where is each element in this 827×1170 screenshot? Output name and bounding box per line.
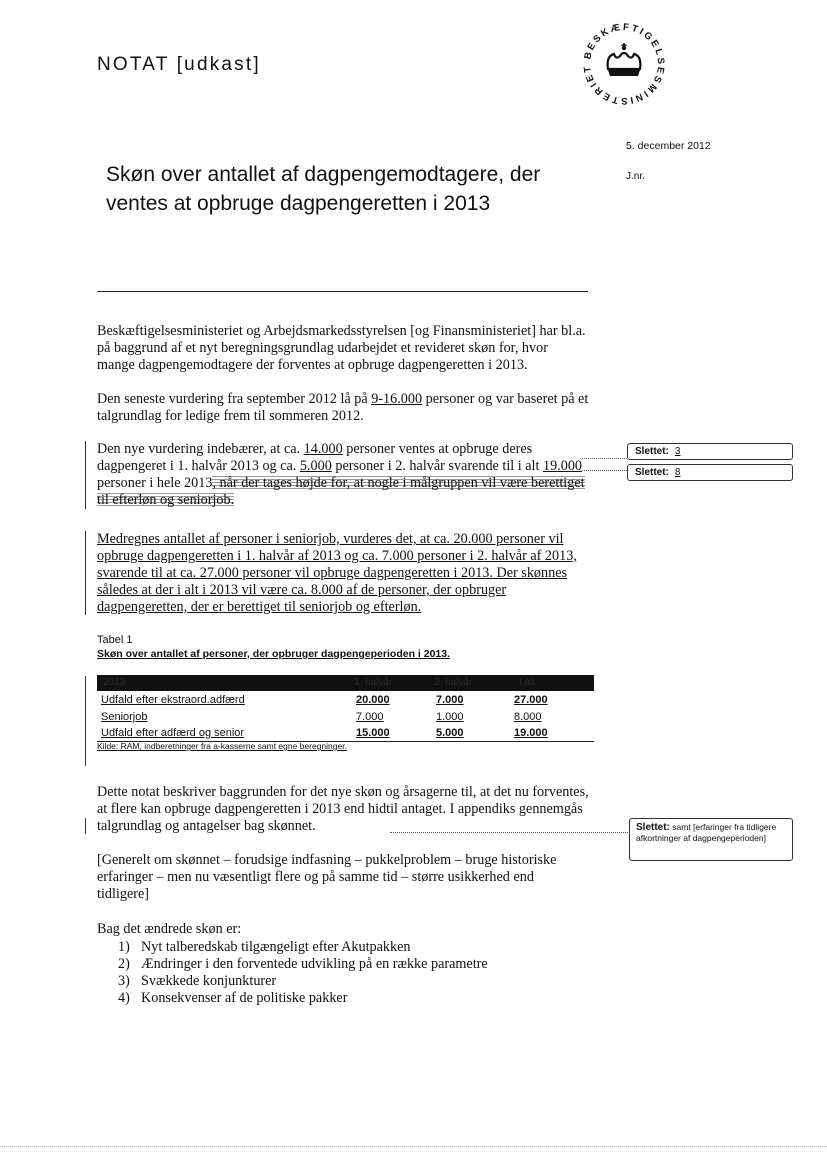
table-header-cell: 1. halvår	[354, 677, 393, 688]
change-bar	[85, 818, 86, 834]
change-bar	[85, 531, 86, 615]
table-header-cell: 2013	[103, 677, 126, 688]
list-item: 3) Svækkede konjunkturer	[118, 973, 277, 989]
inserted-text: 14.000	[303, 441, 343, 457]
reasons-list	[118, 939, 488, 1007]
table-cell: 5.000	[436, 727, 464, 739]
table-cell: 7.000	[356, 711, 384, 723]
ministry-logo	[578, 16, 670, 112]
paragraph-general: [Generelt om skønnet – forudsige indfasning – pukkelproblem – bruge historiske erfaringer – men nu væsentligt flere og på samme tid – større usikkerhed end tidligere]	[97, 852, 557, 902]
table-title: Skøn over antallet af personer, der opbruger dagpengeperioden i 2013.	[97, 648, 451, 660]
table-row-label: Seniorjob	[101, 711, 148, 723]
comment-leader	[582, 470, 627, 471]
paragraph-new-estimate: Den nye vurdering indebærer, at ca. 14.000 personer ventes at opbruge deres dagpengeret i 1. halvår 2013 og ca. 5.000 personer i 2. halvår svarende til i alt 19.000 personer i hele 2013, når der tages højde for, at nogle i målgruppen vil være berettiget til efterløn og seniorjob.	[97, 441, 585, 508]
page-footer-line	[0, 1146, 827, 1147]
table-header-cell: I alt	[519, 677, 536, 688]
paragraph-intro: Beskæftigelsesministeriet og Arbejdsmarkedsstyrelsen [og Finansministeriet] har bl.a. på baggrund af et nyt beregningsgrundlag udarbejdet et revideret skøn for, hvor mange dagpengemodtagere der forventes at opbruge dagpengeretten i 2013.	[97, 323, 586, 373]
document-date: 5. december 2012	[626, 140, 711, 152]
list-item: 4) Konsekvenser af de politiske pakker	[118, 990, 348, 1006]
table-cell: 20.000	[356, 694, 390, 706]
paragraph-purpose: Dette notat beskriver baggrunden for det nye skøn og årsagerne til, at det nu forventes, at flere kan opbruge dagpengeretten i 2013 end hidtil antaget. I appendiks gennemgås talgrundlag og antagelser bag skønnet.	[97, 784, 589, 834]
list-item: 1) Nyt talberedskab tilgængeligt efter Akutpakken	[118, 939, 411, 955]
table-header-cell: 2. halvår	[434, 677, 473, 688]
paragraph-previous-estimate: Den seneste vurdering fra september 2012 lå på 9-16.000 personer og var baseret på et talgrundlag for ledige frem til sommeren 2012.	[97, 391, 589, 424]
document-type: NOTAT [udkast]	[97, 54, 261, 75]
comment-balloon-deleted[interactable]: Slettet: 3	[627, 443, 793, 460]
change-bar	[85, 441, 86, 509]
table-source: Kilde: RAM, indberetninger fra a-kasserne samt egne beregninger.	[97, 741, 347, 751]
list-item: 2) Ændringer i den forventede udvikling på en række parametre	[118, 956, 488, 972]
svg-text:BESKÆFTIGELSESMINISTERIET: BESKÆFTIGELSESMINISTERIET	[581, 21, 667, 107]
paragraph-seniorjob: Medregnes antallet af personer i seniorjob, vurderes det, at ca. 20.000 personer vil opbruge dagpengeretten i 1. halvår af 2013 og ca. 7.000 personer i 2. halvår af 2013, svarende til at ca. 27.000 personer vil opbruge dagpengeretten i 2013. Der skønnes således at der i alt i 2013 vil være ca. 8.000 af de personer, der opbruger dagpengeretten, der er berettiget til seniorjob og efterløn.	[97, 531, 577, 615]
paragraph-list-intro: Bag det ændrede skøn er:	[97, 921, 242, 937]
comment-leader	[390, 832, 628, 833]
comment-balloon-deleted[interactable]: Slettet: 8	[627, 464, 793, 481]
table-row-label: Udfald efter ekstraord.adfærd	[101, 694, 245, 706]
table-cell: 1.000	[436, 711, 464, 723]
comment-leader	[582, 458, 627, 459]
inserted-text: 5.000	[299, 458, 332, 474]
tracked-change-text: , når der tages højde for, at nogle i målgruppen vil være berettiget til efterløn og seniorjob.	[97, 475, 585, 508]
inserted-text: 9-16.000	[371, 391, 423, 407]
journal-number: J.nr.	[626, 171, 645, 182]
table-cell: 7.000	[436, 694, 464, 706]
inserted-text: 19.000	[542, 458, 582, 474]
table-header-row	[97, 675, 594, 691]
table-cell: 19.000	[514, 727, 548, 739]
table-cell: 8.000	[514, 711, 542, 723]
comment-balloon-deleted[interactable]: Slettet: samt [erfaringer fra tidligere afkortninger af dagpengeperioden]	[629, 818, 793, 861]
table-caption: Tabel 1	[97, 634, 133, 646]
table-cell: 27.000	[514, 694, 548, 706]
title-divider	[97, 291, 588, 292]
change-bar	[85, 676, 86, 766]
table-cell: 15.000	[356, 727, 390, 739]
table-row-label: Udfald efter adfærd og senior	[101, 727, 245, 739]
document-title: Skøn over antallet af dagpengemodtagere, der ventes at opbruge dagpengeretten i 2013	[106, 163, 541, 215]
